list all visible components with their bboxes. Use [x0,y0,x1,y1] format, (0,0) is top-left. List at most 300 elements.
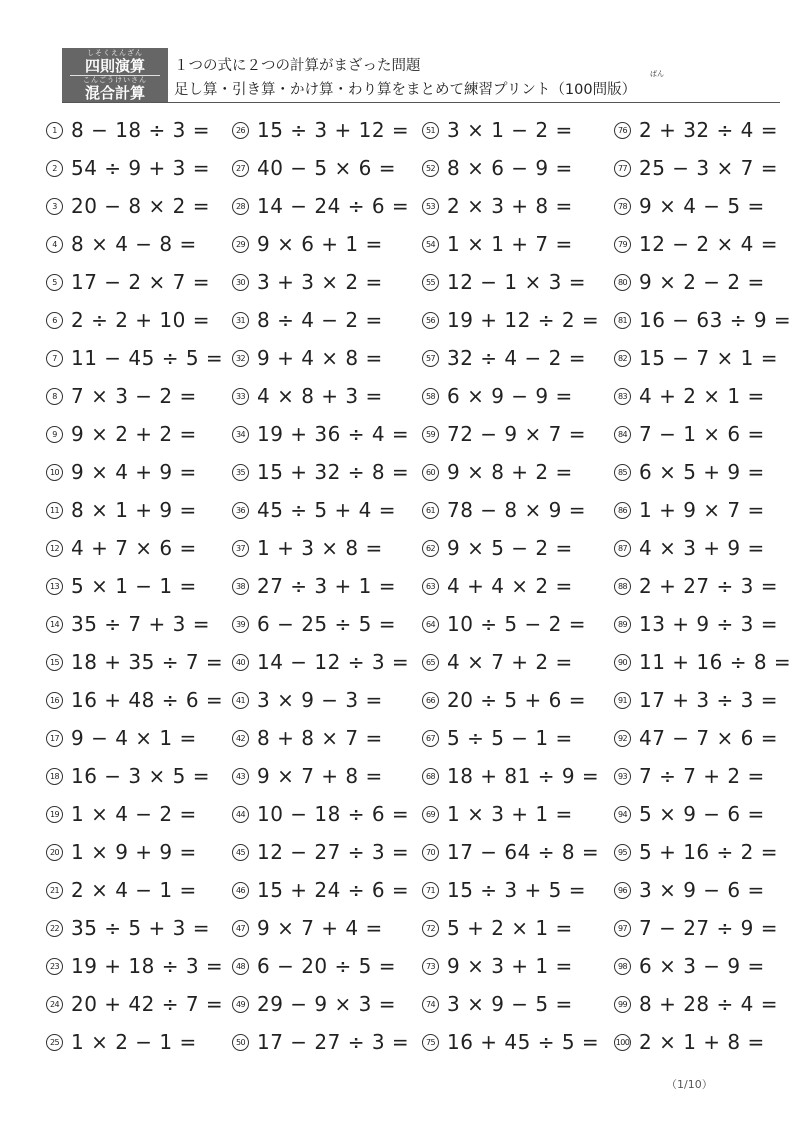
problem-item [614,453,765,491]
problem-expression: 35 ÷ 7 + 3 = [71,612,210,636]
problem-number: 26 [232,122,249,139]
problem-expression: 6 × 9 − 9 = [447,384,573,408]
problem-number: 77 [614,160,631,177]
problem-item [422,377,614,415]
problem-expression: 1 + 3 × 8 = [257,536,383,560]
problem-item [614,491,765,529]
problem-expression: 4 × 8 + 3 = [257,384,383,408]
problem-expression: 9 × 3 + 1 = [447,954,573,978]
problem-expression: 72 − 9 × 7 = [447,422,586,446]
problem-item [46,605,232,643]
problem-number: 45 [232,844,249,861]
problem-item [46,187,232,225]
problem-number: 78 [614,198,631,215]
problem-number: 36 [232,502,249,519]
problem-expression: 17 − 64 ÷ 8 = [447,840,600,864]
problem-item [614,871,765,909]
problem-item [422,567,614,605]
problem-item [46,149,232,187]
problem-item [46,947,232,985]
problem-item [46,225,232,263]
problem-expression: 18 + 81 ÷ 9 = [447,764,600,788]
problem-expression: 5 + 2 × 1 = [447,916,573,940]
problem-item [232,985,422,1023]
problem-item [232,301,422,339]
problem-number: 42 [232,730,249,747]
problem-expression: 20 ÷ 5 + 6 = [447,688,586,712]
problem-expression: 4 + 2 × 1 = [639,384,765,408]
problem-number: 24 [46,996,63,1013]
problem-item [232,491,422,529]
problem-number: 9 [46,426,63,443]
problem-expression: 4 + 7 × 6 = [71,536,197,560]
problem-item [232,757,422,795]
problem-expression: 27 ÷ 3 + 1 = [257,574,396,598]
problem-number: 54 [422,236,439,253]
problem-item [232,415,422,453]
problem-item [46,263,232,301]
problem-number: 39 [232,616,249,633]
problem-number: 21 [46,882,63,899]
problem-grid [46,111,792,1061]
problem-expression: 9 − 4 × 1 = [71,726,197,750]
problem-item [614,605,778,643]
problem-number: 6 [46,312,63,329]
problem-number: 18 [46,768,63,785]
problem-item [232,871,422,909]
problem-item [46,871,232,909]
problem-item [46,795,232,833]
problem-expression: 3 × 9 − 6 = [639,878,765,902]
problem-item [614,643,792,681]
problem-item [422,225,614,263]
problem-item [232,719,422,757]
problem-number: 63 [422,578,439,595]
problem-expression: 19 + 12 ÷ 2 = [447,308,600,332]
problem-expression: 17 − 2 × 7 = [71,270,210,294]
problem-number: 94 [614,806,631,823]
problem-item [422,985,614,1023]
problem-expression: 6 − 25 ÷ 5 = [257,612,396,636]
problem-number: 49 [232,996,249,1013]
problem-number: 25 [46,1034,63,1051]
problem-item [614,263,765,301]
problem-expression: 13 + 9 ÷ 3 = [639,612,778,636]
problem-expression: 9 × 7 + 8 = [257,764,383,788]
problem-expression: 9 × 8 + 2 = [447,460,573,484]
problem-number: 43 [232,768,249,785]
problem-expression: 9 × 5 − 2 = [447,536,573,560]
problem-expression: 15 ÷ 3 + 12 = [257,118,410,142]
problem-item [232,263,422,301]
problem-number: 31 [232,312,249,329]
problem-expression: 2 × 1 + 8 = [639,1030,765,1054]
problem-item [46,833,232,871]
problem-expression: 9 × 2 + 2 = [71,422,197,446]
problem-number: 76 [614,122,631,139]
problem-expression: 17 + 3 ÷ 3 = [639,688,778,712]
problem-item [614,681,778,719]
problem-item [422,149,614,187]
problem-item [232,605,422,643]
problem-expression: 11 − 45 ÷ 5 = [71,346,224,370]
problem-item [46,719,232,757]
problem-item [422,301,614,339]
problem-item [614,377,765,415]
problem-expression: 7 − 1 × 6 = [639,422,765,446]
problem-expression: 15 − 7 × 1 = [639,346,778,370]
problem-expression: 14 − 12 ÷ 3 = [257,650,410,674]
problem-number: 22 [46,920,63,937]
problem-number: 35 [232,464,249,481]
problem-number: 16 [46,692,63,709]
problem-item [46,529,232,567]
problem-item [422,947,614,985]
problem-expression: 6 × 5 + 9 = [639,460,765,484]
problem-item [232,909,422,947]
topic-badge [62,48,168,102]
problem-number: 85 [614,464,631,481]
problem-item [46,985,232,1023]
problem-item [46,111,232,149]
problem-number: 86 [614,502,631,519]
problem-expression: 6 − 20 ÷ 5 = [257,954,396,978]
badge-line-bottom: 混合計算 [84,84,145,102]
problem-expression: 47 − 7 × 6 = [639,726,778,750]
problem-expression: 1 × 9 + 9 = [71,840,197,864]
problem-expression: 20 + 42 ÷ 7 = [71,992,224,1016]
problem-expression: 9 × 7 + 4 = [257,916,383,940]
problem-number: 33 [232,388,249,405]
problem-expression: 29 − 9 × 3 = [257,992,396,1016]
problem-item [232,111,422,149]
problem-number: 73 [422,958,439,975]
problem-expression: 8 × 4 − 8 = [71,232,197,256]
problem-item [46,453,232,491]
problem-item [46,757,232,795]
problem-expression: 15 + 24 ÷ 6 = [257,878,410,902]
badge-ruby-top: しそくえんざん [87,49,143,57]
problem-number: 34 [232,426,249,443]
problem-expression: 4 × 7 + 2 = [447,650,573,674]
problem-item [46,491,232,529]
problem-item [46,301,232,339]
problem-item [232,947,422,985]
problem-number: 28 [232,198,249,215]
problem-expression: 9 + 4 × 8 = [257,346,383,370]
problem-number: 53 [422,198,439,215]
problem-number: 79 [614,236,631,253]
problem-number: 57 [422,350,439,367]
problem-item [614,795,765,833]
problem-number: 100 [614,1034,631,1051]
problem-item [614,567,778,605]
problem-number: 37 [232,540,249,557]
problem-number: 13 [46,578,63,595]
problem-item [232,453,422,491]
problem-expression: 7 − 27 ÷ 9 = [639,916,778,940]
problem-number: 5 [46,274,63,291]
problem-expression: 2 ÷ 2 + 10 = [71,308,210,332]
problem-expression: 45 ÷ 5 + 4 = [257,498,396,522]
problem-number: 12 [46,540,63,557]
problem-number: 62 [422,540,439,557]
problem-expression: 25 − 3 × 7 = [639,156,778,180]
problem-item [614,111,778,149]
problem-item [614,909,778,947]
problem-number: 4 [46,236,63,253]
problem-expression: 16 − 63 ÷ 9 = [639,308,792,332]
problem-expression: 19 + 18 ÷ 3 = [71,954,224,978]
problem-item [232,225,422,263]
problem-item [422,871,614,909]
problem-item [422,681,614,719]
problem-number: 15 [46,654,63,671]
problem-item [232,833,422,871]
problem-expression: 18 + 35 ÷ 7 = [71,650,224,674]
page-number: （1/10） [666,1078,713,1091]
worksheet-subtitle: 足し算・引き算・かけ算・わり算をまとめて練習プリント（100問版） [174,82,637,98]
problem-number: 72 [422,920,439,937]
title-ruby: ばん [650,70,664,78]
problem-item [422,263,614,301]
problem-number: 60 [422,464,439,481]
problem-expression: 9 × 4 − 5 = [639,194,765,218]
problem-number: 92 [614,730,631,747]
problem-expression: 5 + 16 ÷ 2 = [639,840,778,864]
problem-item [614,187,765,225]
problem-number: 1 [46,122,63,139]
problem-expression: 4 + 4 × 2 = [447,574,573,598]
problem-number: 29 [232,236,249,253]
problem-number: 90 [614,654,631,671]
problem-item [46,567,232,605]
problem-item [422,491,614,529]
problem-expression: 15 + 32 ÷ 8 = [257,460,410,484]
problem-expression: 15 ÷ 3 + 5 = [447,878,586,902]
problem-number: 95 [614,844,631,861]
problem-item [232,795,422,833]
problem-expression: 12 − 2 × 4 = [639,232,778,256]
problem-item [232,339,422,377]
problem-number: 88 [614,578,631,595]
problem-item [422,529,614,567]
problem-expression: 16 + 45 ÷ 5 = [447,1030,600,1054]
problem-number: 70 [422,844,439,861]
problem-number: 8 [46,388,63,405]
problem-number: 50 [232,1034,249,1051]
problem-item [46,909,232,947]
problem-number: 52 [422,160,439,177]
problem-expression: 10 − 18 ÷ 6 = [257,802,410,826]
problem-expression: 11 + 16 ÷ 8 = [639,650,792,674]
problem-expression: 16 − 3 × 5 = [71,764,210,788]
problem-item [422,605,614,643]
problem-number: 19 [46,806,63,823]
problem-number: 58 [422,388,439,405]
problem-item [422,415,614,453]
problem-number: 80 [614,274,631,291]
problem-item [422,187,614,225]
problem-number: 64 [422,616,439,633]
problem-item [422,453,614,491]
problem-item [232,643,422,681]
problem-item [614,149,778,187]
problem-number: 44 [232,806,249,823]
problem-item [46,1023,232,1061]
problem-item [232,529,422,567]
problem-expression: 20 − 8 × 2 = [71,194,210,218]
problem-expression: 8 × 1 + 9 = [71,498,197,522]
problem-number: 99 [614,996,631,1013]
problem-item [614,985,778,1023]
problem-item [422,757,614,795]
problem-expression: 2 × 4 − 1 = [71,878,197,902]
badge-line-top: 四則演算 [84,57,145,75]
problem-number: 32 [232,350,249,367]
problem-number: 17 [46,730,63,747]
problem-expression: 8 + 8 × 7 = [257,726,383,750]
problem-expression: 17 − 27 ÷ 3 = [257,1030,410,1054]
problem-item [422,643,614,681]
problem-item [232,377,422,415]
problem-number: 38 [232,578,249,595]
problem-expression: 8 ÷ 4 − 2 = [257,308,383,332]
problem-item [422,719,614,757]
problem-number: 59 [422,426,439,443]
problem-number: 11 [46,502,63,519]
problem-number: 66 [422,692,439,709]
problem-item [422,1023,614,1061]
problem-expression: 1 × 3 + 1 = [447,802,573,826]
problem-expression: 12 − 1 × 3 = [447,270,586,294]
problem-item [232,187,422,225]
problem-item [422,339,614,377]
problem-expression: 8 + 28 ÷ 4 = [639,992,778,1016]
problem-expression: 16 + 48 ÷ 6 = [71,688,224,712]
problem-item [232,681,422,719]
problem-item [422,909,614,947]
problem-number: 89 [614,616,631,633]
problem-number: 74 [422,996,439,1013]
problem-number: 84 [614,426,631,443]
problem-expression: 1 + 9 × 7 = [639,498,765,522]
problem-expression: 8 − 18 ÷ 3 = [71,118,210,142]
problem-expression: 19 + 36 ÷ 4 = [257,422,410,446]
problem-expression: 4 × 3 + 9 = [639,536,765,560]
problem-number: 91 [614,692,631,709]
problem-expression: 40 − 5 × 6 = [257,156,396,180]
problem-number: 61 [422,502,439,519]
problem-expression: 9 × 2 − 2 = [639,270,765,294]
problem-expression: 3 + 3 × 2 = [257,270,383,294]
problem-number: 68 [422,768,439,785]
problem-number: 81 [614,312,631,329]
problem-item [614,947,765,985]
badge-ruby-bottom: こんごうけいさん [83,76,147,84]
problem-expression: 3 × 1 − 2 = [447,118,573,142]
problem-number: 69 [422,806,439,823]
problem-number: 96 [614,882,631,899]
problem-item [614,757,765,795]
problem-number: 27 [232,160,249,177]
problem-item [614,719,778,757]
problem-expression: 7 × 3 − 2 = [71,384,197,408]
problem-expression: 3 × 9 − 3 = [257,688,383,712]
problem-item [232,1023,422,1061]
problem-expression: 8 × 6 − 9 = [447,156,573,180]
problem-number: 83 [614,388,631,405]
problem-item [614,415,765,453]
problem-number: 2 [46,160,63,177]
problem-item [46,643,232,681]
problem-item [232,149,422,187]
problem-number: 40 [232,654,249,671]
problem-number: 23 [46,958,63,975]
problem-item [614,339,778,377]
problem-number: 7 [46,350,63,367]
problem-number: 82 [614,350,631,367]
problem-expression: 54 ÷ 9 + 3 = [71,156,210,180]
problem-number: 47 [232,920,249,937]
problem-expression: 5 ÷ 5 − 1 = [447,726,573,750]
problem-expression: 1 × 1 + 7 = [447,232,573,256]
problem-number: 65 [422,654,439,671]
problem-item [46,681,232,719]
problem-expression: 2 + 27 ÷ 3 = [639,574,778,598]
problem-expression: 35 ÷ 5 + 3 = [71,916,210,940]
problem-item [614,529,765,567]
problem-number: 87 [614,540,631,557]
problem-number: 30 [232,274,249,291]
problem-item [614,1023,765,1061]
problem-item [46,377,232,415]
problem-number: 97 [614,920,631,937]
problem-number: 51 [422,122,439,139]
problem-expression: 14 − 24 ÷ 6 = [257,194,410,218]
problem-expression: 7 ÷ 7 + 2 = [639,764,765,788]
problem-item [46,415,232,453]
problem-expression: 9 × 6 + 1 = [257,232,383,256]
problem-item [614,225,778,263]
problem-expression: 10 ÷ 5 − 2 = [447,612,586,636]
problem-item [232,567,422,605]
problem-expression: 1 × 4 − 2 = [71,802,197,826]
problem-number: 98 [614,958,631,975]
problem-item [614,301,792,339]
problem-expression: 78 − 8 × 9 = [447,498,586,522]
problem-item [614,833,778,871]
problem-number: 14 [46,616,63,633]
problem-item [46,339,232,377]
problem-expression: 2 × 3 + 8 = [447,194,573,218]
problem-number: 67 [422,730,439,747]
problem-item [422,795,614,833]
problem-expression: 12 − 27 ÷ 3 = [257,840,410,864]
problem-expression: 5 × 1 − 1 = [71,574,197,598]
problem-expression: 5 × 9 − 6 = [639,802,765,826]
problem-expression: 9 × 4 + 9 = [71,460,197,484]
worksheet-header [62,48,780,103]
problem-number: 56 [422,312,439,329]
problem-number: 41 [232,692,249,709]
problem-expression: 1 × 2 − 1 = [71,1030,197,1054]
problem-number: 46 [232,882,249,899]
problem-item [422,111,614,149]
problem-number: 93 [614,768,631,785]
worksheet-title: １つの式に２つの計算がまざった問題 [174,58,421,74]
problem-number: 20 [46,844,63,861]
